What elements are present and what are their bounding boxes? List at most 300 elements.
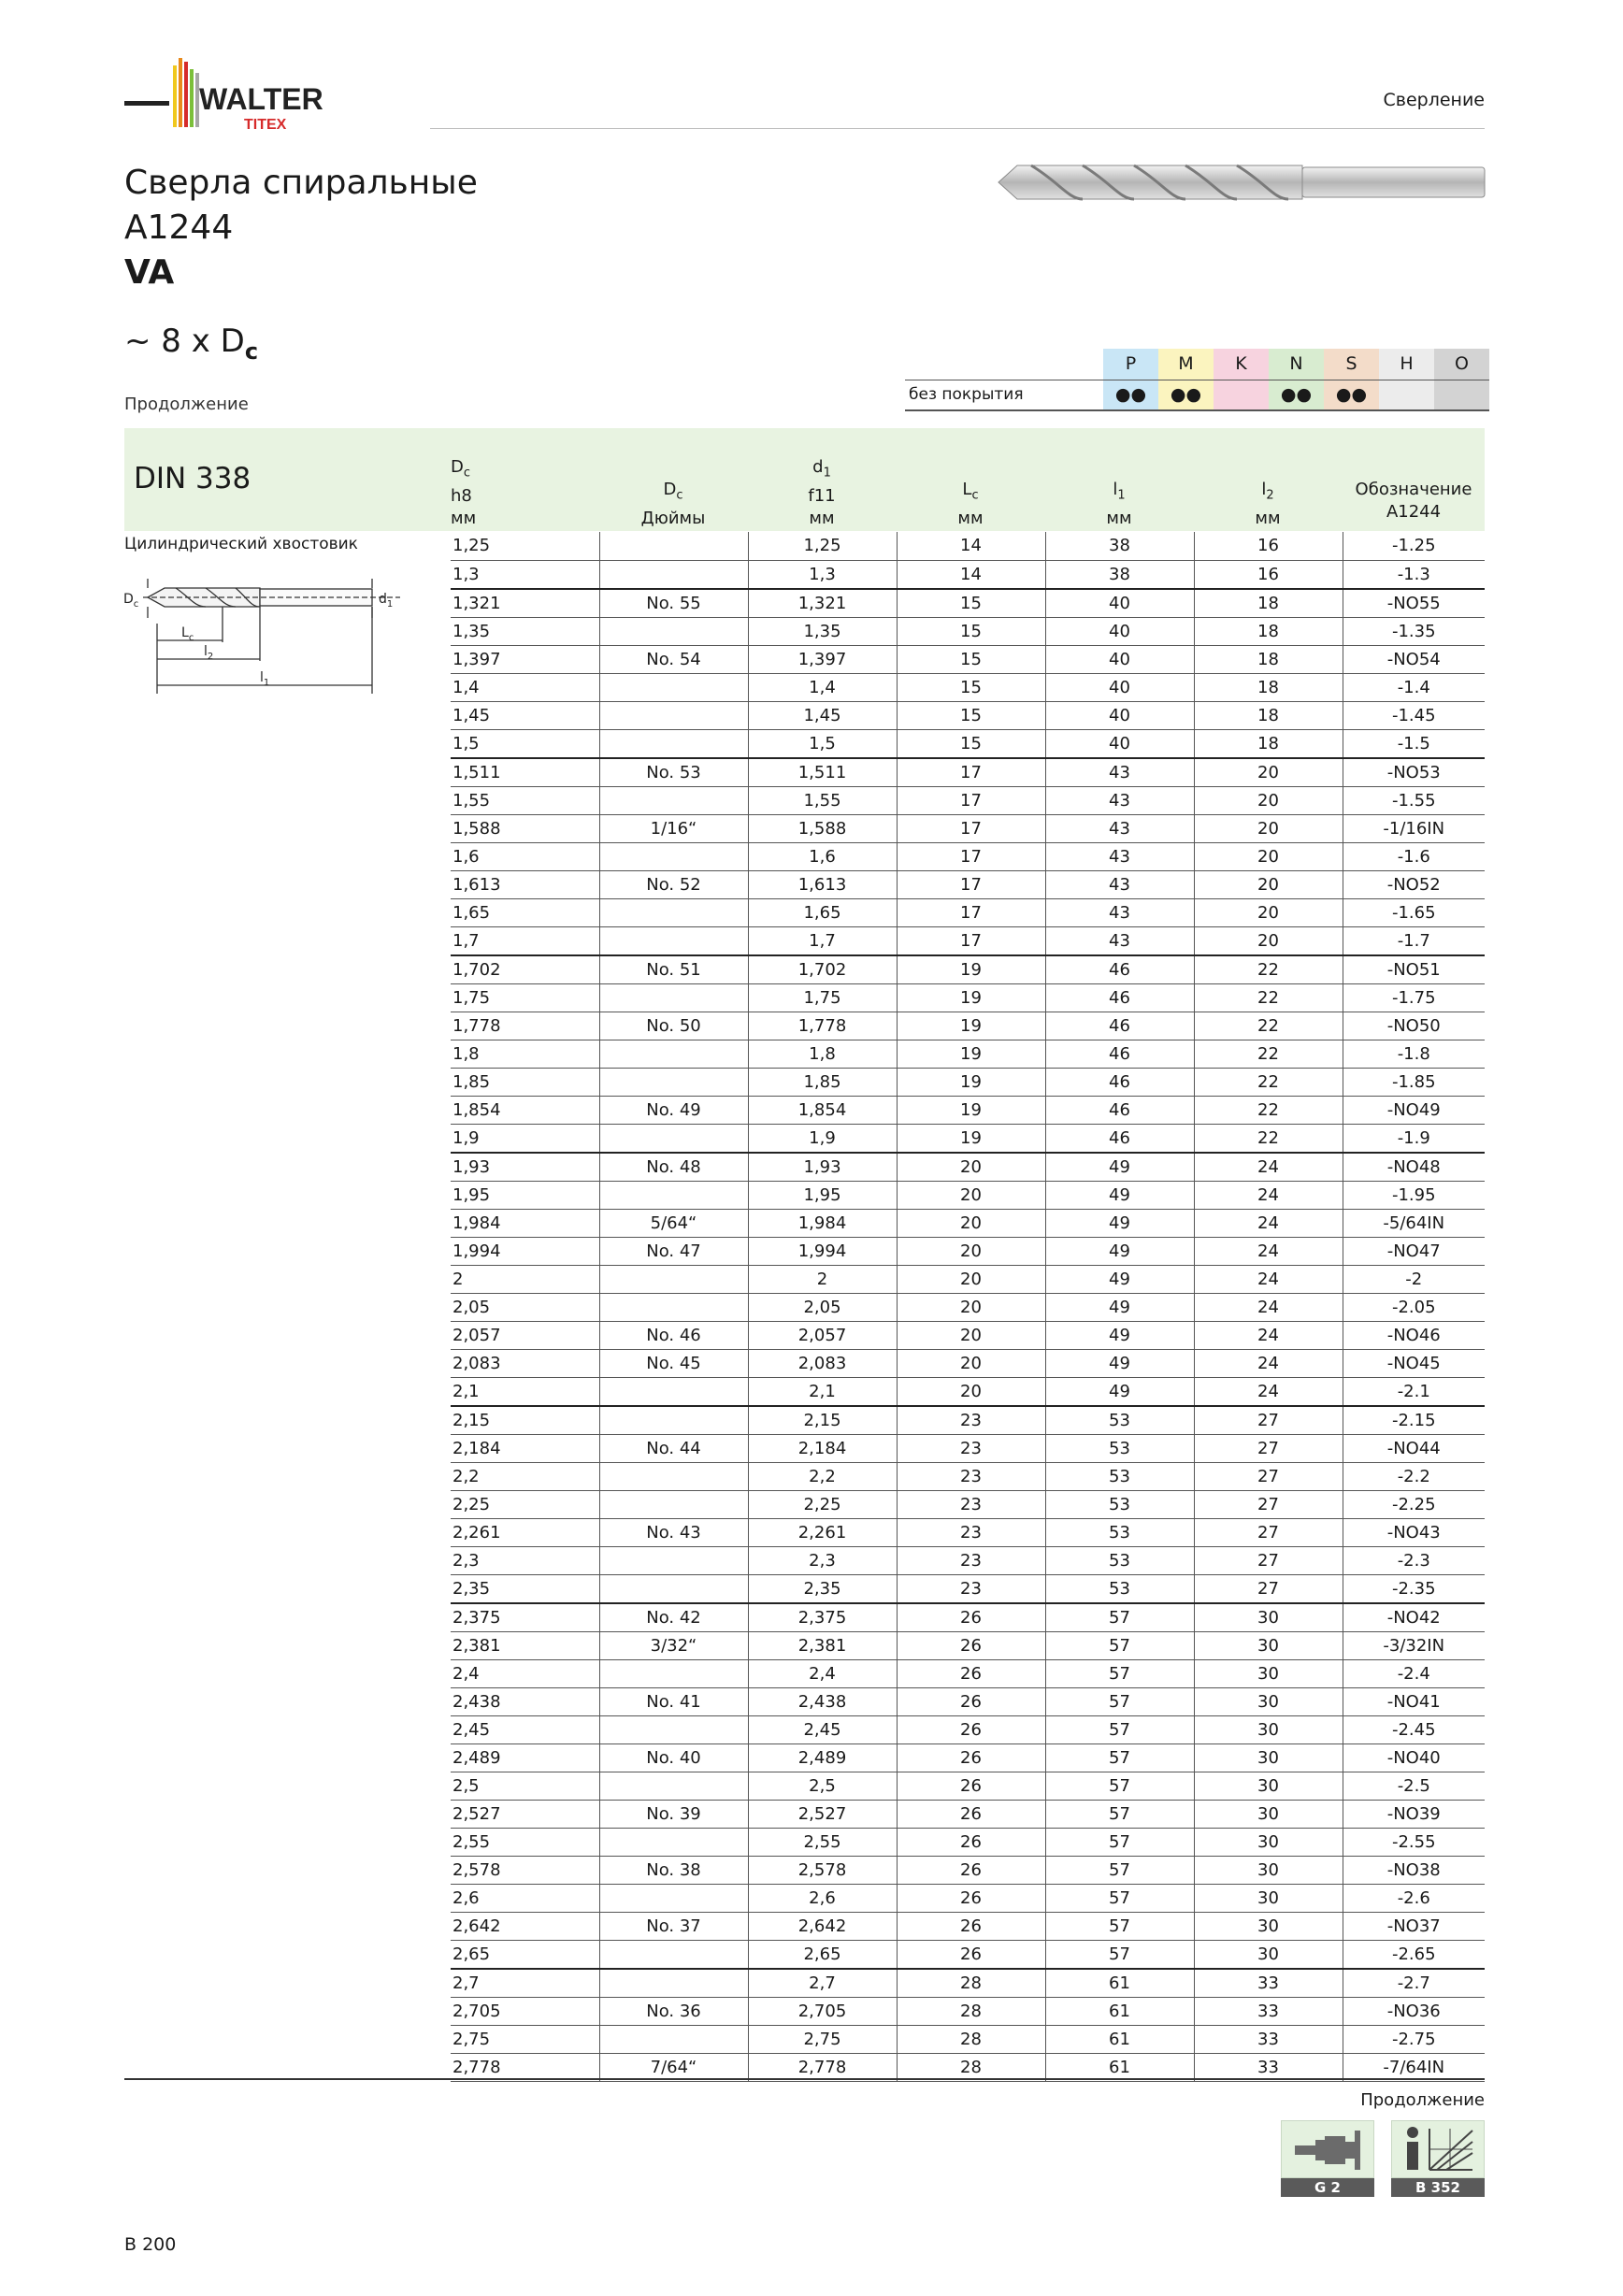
- cell-code: -1/16IN: [1343, 814, 1485, 842]
- table-row: [451, 1265, 1485, 1293]
- cell-dc: 1,93: [451, 1153, 599, 1182]
- cell-d1: 1,25: [748, 532, 897, 560]
- cell-dc: 1,55: [451, 786, 599, 814]
- cell-d1: 1,8: [748, 1040, 897, 1068]
- continuation-top: Продолжение: [124, 395, 249, 414]
- cell-code: -NO52: [1343, 870, 1485, 898]
- suitability-K: [1214, 380, 1269, 410]
- cell-code: -NO55: [1343, 589, 1485, 618]
- cell-lc: 26: [897, 1631, 1045, 1659]
- page-number: B 200: [124, 2234, 177, 2255]
- cell-l2: 33: [1194, 1969, 1343, 1998]
- logo-bar: [190, 69, 194, 127]
- cell-l1: 49: [1045, 1377, 1194, 1406]
- cell-lc: 17: [897, 926, 1045, 955]
- title-line1: Сверла спиральные: [124, 164, 478, 202]
- cell-code: -NO50: [1343, 1012, 1485, 1040]
- cell-lc: 17: [897, 898, 1045, 926]
- cell-l1: 46: [1045, 1040, 1194, 1068]
- cell-lc: 17: [897, 786, 1045, 814]
- table-row: [451, 1687, 1485, 1715]
- cell-lc: 26: [897, 1912, 1045, 1940]
- cell-dc-inch: [599, 1546, 748, 1574]
- cell-l2: 22: [1194, 955, 1343, 984]
- table-row: [451, 1856, 1485, 1884]
- cell-code: -2.3: [1343, 1546, 1485, 1574]
- cell-dc-inch: [599, 1377, 748, 1406]
- table-row: [451, 814, 1485, 842]
- cell-l1: 53: [1045, 1546, 1194, 1574]
- material-M: M: [1158, 349, 1214, 380]
- cell-dc-inch: [599, 1940, 748, 1969]
- cell-l1: 57: [1045, 1603, 1194, 1632]
- cell-d1: 1,45: [748, 701, 897, 729]
- cell-l2: 30: [1194, 1772, 1343, 1800]
- cell-d1: 1,3: [748, 560, 897, 589]
- cell-code: -2.75: [1343, 2025, 1485, 2053]
- table-row: [451, 1462, 1485, 1490]
- cell-d1: 2,527: [748, 1800, 897, 1828]
- cell-dc-inch: [599, 1772, 748, 1800]
- cell-l1: 57: [1045, 1744, 1194, 1772]
- cell-dc-inch: No. 46: [599, 1321, 748, 1349]
- cell-code: -NO44: [1343, 1434, 1485, 1462]
- cell-lc: 20: [897, 1293, 1045, 1321]
- cell-code: -NO41: [1343, 1687, 1485, 1715]
- cell-l2: 24: [1194, 1181, 1343, 1209]
- cell-code: -NO39: [1343, 1800, 1485, 1828]
- cell-code: -1.25: [1343, 532, 1485, 560]
- cell-lc: 15: [897, 701, 1045, 729]
- cell-lc: 20: [897, 1349, 1045, 1377]
- cell-l1: 46: [1045, 1124, 1194, 1153]
- cell-d1: 2,25: [748, 1490, 897, 1518]
- cell-l2: 20: [1194, 870, 1343, 898]
- cell-l2: 27: [1194, 1518, 1343, 1546]
- cell-d1: 2,705: [748, 1997, 897, 2025]
- cell-code: -2.4: [1343, 1659, 1485, 1687]
- table-row: [451, 589, 1485, 618]
- cell-lc: 20: [897, 1181, 1045, 1209]
- cell-l2: 22: [1194, 1096, 1343, 1124]
- cell-dc: 2,083: [451, 1349, 599, 1377]
- cell-dc: 1,994: [451, 1237, 599, 1265]
- cell-lc: 23: [897, 1462, 1045, 1490]
- cell-dc: 2,705: [451, 1997, 599, 2025]
- cell-dc: 2,381: [451, 1631, 599, 1659]
- logo-color-bars: [173, 58, 199, 127]
- cell-dc: 2,6: [451, 1884, 599, 1912]
- cell-l2: 24: [1194, 1209, 1343, 1237]
- cell-code: -NO45: [1343, 1349, 1485, 1377]
- cell-dc: 2,35: [451, 1574, 599, 1603]
- cell-d1: 1,55: [748, 786, 897, 814]
- cell-code: -7/64IN: [1343, 2053, 1485, 2081]
- table-row: [451, 532, 1485, 560]
- cell-d1: 2,578: [748, 1856, 897, 1884]
- cell-l1: 40: [1045, 617, 1194, 645]
- cell-l1: 57: [1045, 1687, 1194, 1715]
- cell-l2: 27: [1194, 1434, 1343, 1462]
- ref-b352[interactable]: [1391, 2120, 1485, 2197]
- cell-dc: 2,1: [451, 1377, 599, 1406]
- cell-dc: 2,75: [451, 2025, 599, 2053]
- cell-lc: 19: [897, 983, 1045, 1012]
- cell-dc-inch: No. 53: [599, 758, 748, 787]
- cell-dc-inch: 1/16“: [599, 814, 748, 842]
- table-row: [451, 673, 1485, 701]
- cell-l1: 57: [1045, 1772, 1194, 1800]
- cell-dc: 2,184: [451, 1434, 599, 1462]
- cell-dc-inch: [599, 1265, 748, 1293]
- cell-d1: 2,3: [748, 1546, 897, 1574]
- cell-dc: 2: [451, 1265, 599, 1293]
- cell-l2: 27: [1194, 1546, 1343, 1574]
- cell-dc-inch: [599, 983, 748, 1012]
- cell-l2: 18: [1194, 701, 1343, 729]
- cell-l2: 18: [1194, 617, 1343, 645]
- cell-lc: 23: [897, 1434, 1045, 1462]
- cell-dc: 1,511: [451, 758, 599, 787]
- cell-d1: 1,4: [748, 673, 897, 701]
- cell-code: -NO49: [1343, 1096, 1485, 1124]
- cell-lc: 15: [897, 673, 1045, 701]
- cell-l2: 30: [1194, 1940, 1343, 1969]
- cell-l2: 30: [1194, 1800, 1343, 1828]
- cell-l2: 33: [1194, 2053, 1343, 2081]
- cell-lc: 20: [897, 1209, 1045, 1237]
- ref-g2[interactable]: [1281, 2120, 1374, 2197]
- cell-lc: 15: [897, 589, 1045, 618]
- ref-label-g2: G 2: [1281, 2178, 1374, 2197]
- cell-lc: 17: [897, 870, 1045, 898]
- table-row: [451, 1434, 1485, 1462]
- cell-code: -2.45: [1343, 1715, 1485, 1744]
- cell-lc: 28: [897, 1969, 1045, 1998]
- cell-d1: 1,397: [748, 645, 897, 673]
- cell-dc-inch: No. 47: [599, 1237, 748, 1265]
- cell-code: -1.4: [1343, 673, 1485, 701]
- cell-dc-inch: [599, 1124, 748, 1153]
- cell-dc: 1,8: [451, 1040, 599, 1068]
- cell-l1: 43: [1045, 758, 1194, 787]
- shank-type-label: Цилиндрический хвостовик: [124, 535, 358, 553]
- cell-l1: 57: [1045, 1912, 1194, 1940]
- cell-d1: 2: [748, 1265, 897, 1293]
- table-row: [451, 758, 1485, 787]
- cell-l2: 30: [1194, 1884, 1343, 1912]
- cell-l2: 18: [1194, 589, 1343, 618]
- cell-d1: 2,057: [748, 1321, 897, 1349]
- cell-d1: 2,2: [748, 1462, 897, 1490]
- logo-sub: TITEX: [244, 117, 287, 133]
- cell-d1: 2,778: [748, 2053, 897, 2081]
- cell-l1: 40: [1045, 589, 1194, 618]
- cell-l1: 38: [1045, 532, 1194, 560]
- cell-lc: 19: [897, 955, 1045, 984]
- cell-l1: 61: [1045, 2025, 1194, 2053]
- cell-dc: 2,489: [451, 1744, 599, 1772]
- table-row: [451, 1828, 1485, 1856]
- cell-dc-inch: [599, 1969, 748, 1998]
- cell-d1: 2,6: [748, 1884, 897, 1912]
- cell-code: -2: [1343, 1265, 1485, 1293]
- cell-l1: 43: [1045, 870, 1194, 898]
- col-header-dc-inch: $D_c$ Дюймы: [640, 480, 706, 528]
- cell-lc: 17: [897, 758, 1045, 787]
- cell-code: -1.6: [1343, 842, 1485, 870]
- logo-bar: [173, 65, 177, 127]
- col-header-lc: $L_c$ мм: [957, 480, 984, 528]
- cell-d1: 2,4: [748, 1659, 897, 1687]
- col-header-dc: $D_c$ h8 мм: [451, 457, 477, 528]
- cell-l2: 27: [1194, 1462, 1343, 1490]
- cell-l2: 24: [1194, 1321, 1343, 1349]
- cell-code: -NO40: [1343, 1744, 1485, 1772]
- cell-dc: 2,642: [451, 1912, 599, 1940]
- cell-l2: 27: [1194, 1490, 1343, 1518]
- cell-dc-inch: [599, 560, 748, 589]
- cell-d1: 1,5: [748, 729, 897, 758]
- cell-dc: 2,2: [451, 1462, 599, 1490]
- suitability-M: ●●: [1158, 380, 1214, 410]
- cell-l1: 57: [1045, 1659, 1194, 1687]
- table-row: [451, 1153, 1485, 1182]
- toolholder-icon: [1281, 2120, 1374, 2178]
- table-row: [451, 1744, 1485, 1772]
- cell-code: -NO42: [1343, 1603, 1485, 1632]
- cell-d1: 2,489: [748, 1744, 897, 1772]
- cell-l2: 22: [1194, 1124, 1343, 1153]
- cell-dc-inch: [599, 532, 748, 560]
- material-group-table: [905, 349, 1489, 411]
- cell-dc: 1,35: [451, 617, 599, 645]
- cell-code: -NO43: [1343, 1518, 1485, 1546]
- ratio-prefix: ~ 8 x D: [124, 323, 245, 360]
- table-row: [451, 1518, 1485, 1546]
- cell-dc: 1,3: [451, 560, 599, 589]
- cell-dc: 1,984: [451, 1209, 599, 1237]
- cell-dc-inch: 7/64“: [599, 2053, 748, 2081]
- cell-dc: 1,9: [451, 1124, 599, 1153]
- cell-dc-inch: No. 54: [599, 645, 748, 673]
- logo-bar: [179, 58, 182, 127]
- cell-dc: 2,4: [451, 1659, 599, 1687]
- cell-l1: 61: [1045, 2053, 1194, 2081]
- cell-dc-inch: [599, 1293, 748, 1321]
- cell-l1: 40: [1045, 729, 1194, 758]
- cell-lc: 15: [897, 645, 1045, 673]
- material-N: N: [1269, 349, 1324, 380]
- table-row: [451, 926, 1485, 955]
- cell-l1: 57: [1045, 1800, 1194, 1828]
- drill-dimensions-table: [451, 532, 1485, 2082]
- cell-dc-inch: No. 36: [599, 1997, 748, 2025]
- cell-dc: 2,261: [451, 1518, 599, 1546]
- cell-lc: 26: [897, 1744, 1045, 1772]
- cell-l1: 53: [1045, 1518, 1194, 1546]
- cell-code: -NO46: [1343, 1321, 1485, 1349]
- header-rule: [430, 128, 1485, 129]
- cell-l2: 16: [1194, 532, 1343, 560]
- cell-d1: 1,7: [748, 926, 897, 955]
- cell-dc: 2,057: [451, 1321, 599, 1349]
- table-row: [451, 1321, 1485, 1349]
- cell-dc-inch: [599, 1715, 748, 1744]
- cell-l1: 46: [1045, 1096, 1194, 1124]
- cell-l1: 49: [1045, 1293, 1194, 1321]
- cell-l1: 57: [1045, 1828, 1194, 1856]
- cell-l1: 49: [1045, 1181, 1194, 1209]
- table-bottom-rule: [124, 2078, 1485, 2080]
- cell-l1: 57: [1045, 1856, 1194, 1884]
- cell-l2: 30: [1194, 1744, 1343, 1772]
- table-row: [451, 1659, 1485, 1687]
- cell-dc-inch: [599, 1884, 748, 1912]
- din-standard: DIN 338: [134, 462, 251, 495]
- table-row: [451, 1912, 1485, 1940]
- cell-l2: 20: [1194, 926, 1343, 955]
- table-row: [451, 1546, 1485, 1574]
- cell-l1: 49: [1045, 1265, 1194, 1293]
- cell-lc: 17: [897, 842, 1045, 870]
- drill-image: [994, 154, 1489, 210]
- col-header-code: Обозначение A1244: [1355, 480, 1472, 522]
- cell-dc-inch: No. 37: [599, 1912, 748, 1940]
- cell-lc: 19: [897, 1040, 1045, 1068]
- table-row: [451, 1293, 1485, 1321]
- cell-d1: 1,778: [748, 1012, 897, 1040]
- table-row: [451, 1012, 1485, 1040]
- table-row: [451, 1406, 1485, 1435]
- table-row: [451, 645, 1485, 673]
- cell-d1: 2,45: [748, 1715, 897, 1744]
- cell-d1: 1,95: [748, 1181, 897, 1209]
- cell-dc: 1,75: [451, 983, 599, 1012]
- cell-dc: 1,854: [451, 1096, 599, 1124]
- cell-d1: 1,65: [748, 898, 897, 926]
- table-row: [451, 2025, 1485, 2053]
- cell-l2: 33: [1194, 1997, 1343, 2025]
- cell-dc: 2,45: [451, 1715, 599, 1744]
- cell-code: -NO38: [1343, 1856, 1485, 1884]
- table-row: [451, 729, 1485, 758]
- coating-row: [905, 380, 1489, 410]
- table-row: [451, 1715, 1485, 1744]
- suitability-N: ●●: [1269, 380, 1324, 410]
- cell-code: -1.7: [1343, 926, 1485, 955]
- cell-d1: 2,15: [748, 1406, 897, 1435]
- cell-dc-inch: [599, 1406, 748, 1435]
- cell-dc: 2,527: [451, 1800, 599, 1828]
- table-row: [451, 1800, 1485, 1828]
- cell-d1: 2,75: [748, 2025, 897, 2053]
- cell-code: -NO54: [1343, 645, 1485, 673]
- cell-code: -2.15: [1343, 1406, 1485, 1435]
- table-row: [451, 1040, 1485, 1068]
- cell-lc: 19: [897, 1012, 1045, 1040]
- cell-d1: 1,321: [748, 589, 897, 618]
- cell-dc-inch: No. 48: [599, 1153, 748, 1182]
- cell-d1: 2,5: [748, 1772, 897, 1800]
- cell-dc-inch: [599, 2025, 748, 2053]
- diagram-d1-label: $d_1$: [379, 592, 394, 610]
- cell-lc: 23: [897, 1490, 1045, 1518]
- cell-dc: 2,15: [451, 1406, 599, 1435]
- cell-lc: 28: [897, 2025, 1045, 2053]
- cell-dc-inch: No. 42: [599, 1603, 748, 1632]
- material-K: K: [1214, 349, 1269, 380]
- cell-code: -1.75: [1343, 983, 1485, 1012]
- walter-titex-logo: [124, 58, 405, 133]
- cell-lc: 26: [897, 1940, 1045, 1969]
- cell-d1: 1,854: [748, 1096, 897, 1124]
- cell-code: -1.35: [1343, 617, 1485, 645]
- cell-d1: 2,184: [748, 1434, 897, 1462]
- cell-dc: 1,588: [451, 814, 599, 842]
- cell-dc-inch: No. 41: [599, 1687, 748, 1715]
- cell-code: -1.55: [1343, 786, 1485, 814]
- cell-dc-inch: [599, 786, 748, 814]
- cell-l1: 43: [1045, 842, 1194, 870]
- cell-d1: 1,702: [748, 955, 897, 984]
- cell-l1: 49: [1045, 1321, 1194, 1349]
- cell-l1: 46: [1045, 955, 1194, 984]
- cell-dc: 1,45: [451, 701, 599, 729]
- cell-d1: 1,511: [748, 758, 897, 787]
- cell-l1: 61: [1045, 1997, 1194, 2025]
- table-row: [451, 1490, 1485, 1518]
- cell-lc: 20: [897, 1321, 1045, 1349]
- cell-l2: 30: [1194, 1715, 1343, 1744]
- cell-code: -1.45: [1343, 701, 1485, 729]
- cell-d1: 1,85: [748, 1068, 897, 1096]
- cell-l2: 16: [1194, 560, 1343, 589]
- cell-lc: 15: [897, 617, 1045, 645]
- table-row: [451, 983, 1485, 1012]
- cell-dc-inch: No. 55: [599, 589, 748, 618]
- cell-dc-inch: No. 39: [599, 1800, 748, 1828]
- cell-l2: 24: [1194, 1153, 1343, 1182]
- cell-dc-inch: [599, 1490, 748, 1518]
- cell-d1: 2,35: [748, 1574, 897, 1603]
- cell-code: -1.85: [1343, 1068, 1485, 1096]
- ratio-sub: c: [244, 337, 259, 365]
- cell-l2: 18: [1194, 729, 1343, 758]
- table-row: [451, 870, 1485, 898]
- cell-code: -2.6: [1343, 1884, 1485, 1912]
- cell-dc-inch: [599, 842, 748, 870]
- cell-dc-inch: [599, 1040, 748, 1068]
- cell-l1: 49: [1045, 1349, 1194, 1377]
- cell-lc: 28: [897, 1997, 1045, 2025]
- suitability-O: [1434, 380, 1489, 410]
- cell-dc: 1,95: [451, 1181, 599, 1209]
- coating-label: без покрытия: [905, 380, 1103, 410]
- table-row: [451, 560, 1485, 589]
- cell-l1: 53: [1045, 1490, 1194, 1518]
- cell-l2: 30: [1194, 1687, 1343, 1715]
- cell-lc: 26: [897, 1884, 1045, 1912]
- table-row: [451, 1209, 1485, 1237]
- cell-l2: 30: [1194, 1659, 1343, 1687]
- table-row: [451, 1969, 1485, 1998]
- material-O: O: [1434, 349, 1489, 380]
- cell-l1: 49: [1045, 1209, 1194, 1237]
- cell-d1: 1,613: [748, 870, 897, 898]
- cell-code: -1.95: [1343, 1181, 1485, 1209]
- cell-l2: 24: [1194, 1237, 1343, 1265]
